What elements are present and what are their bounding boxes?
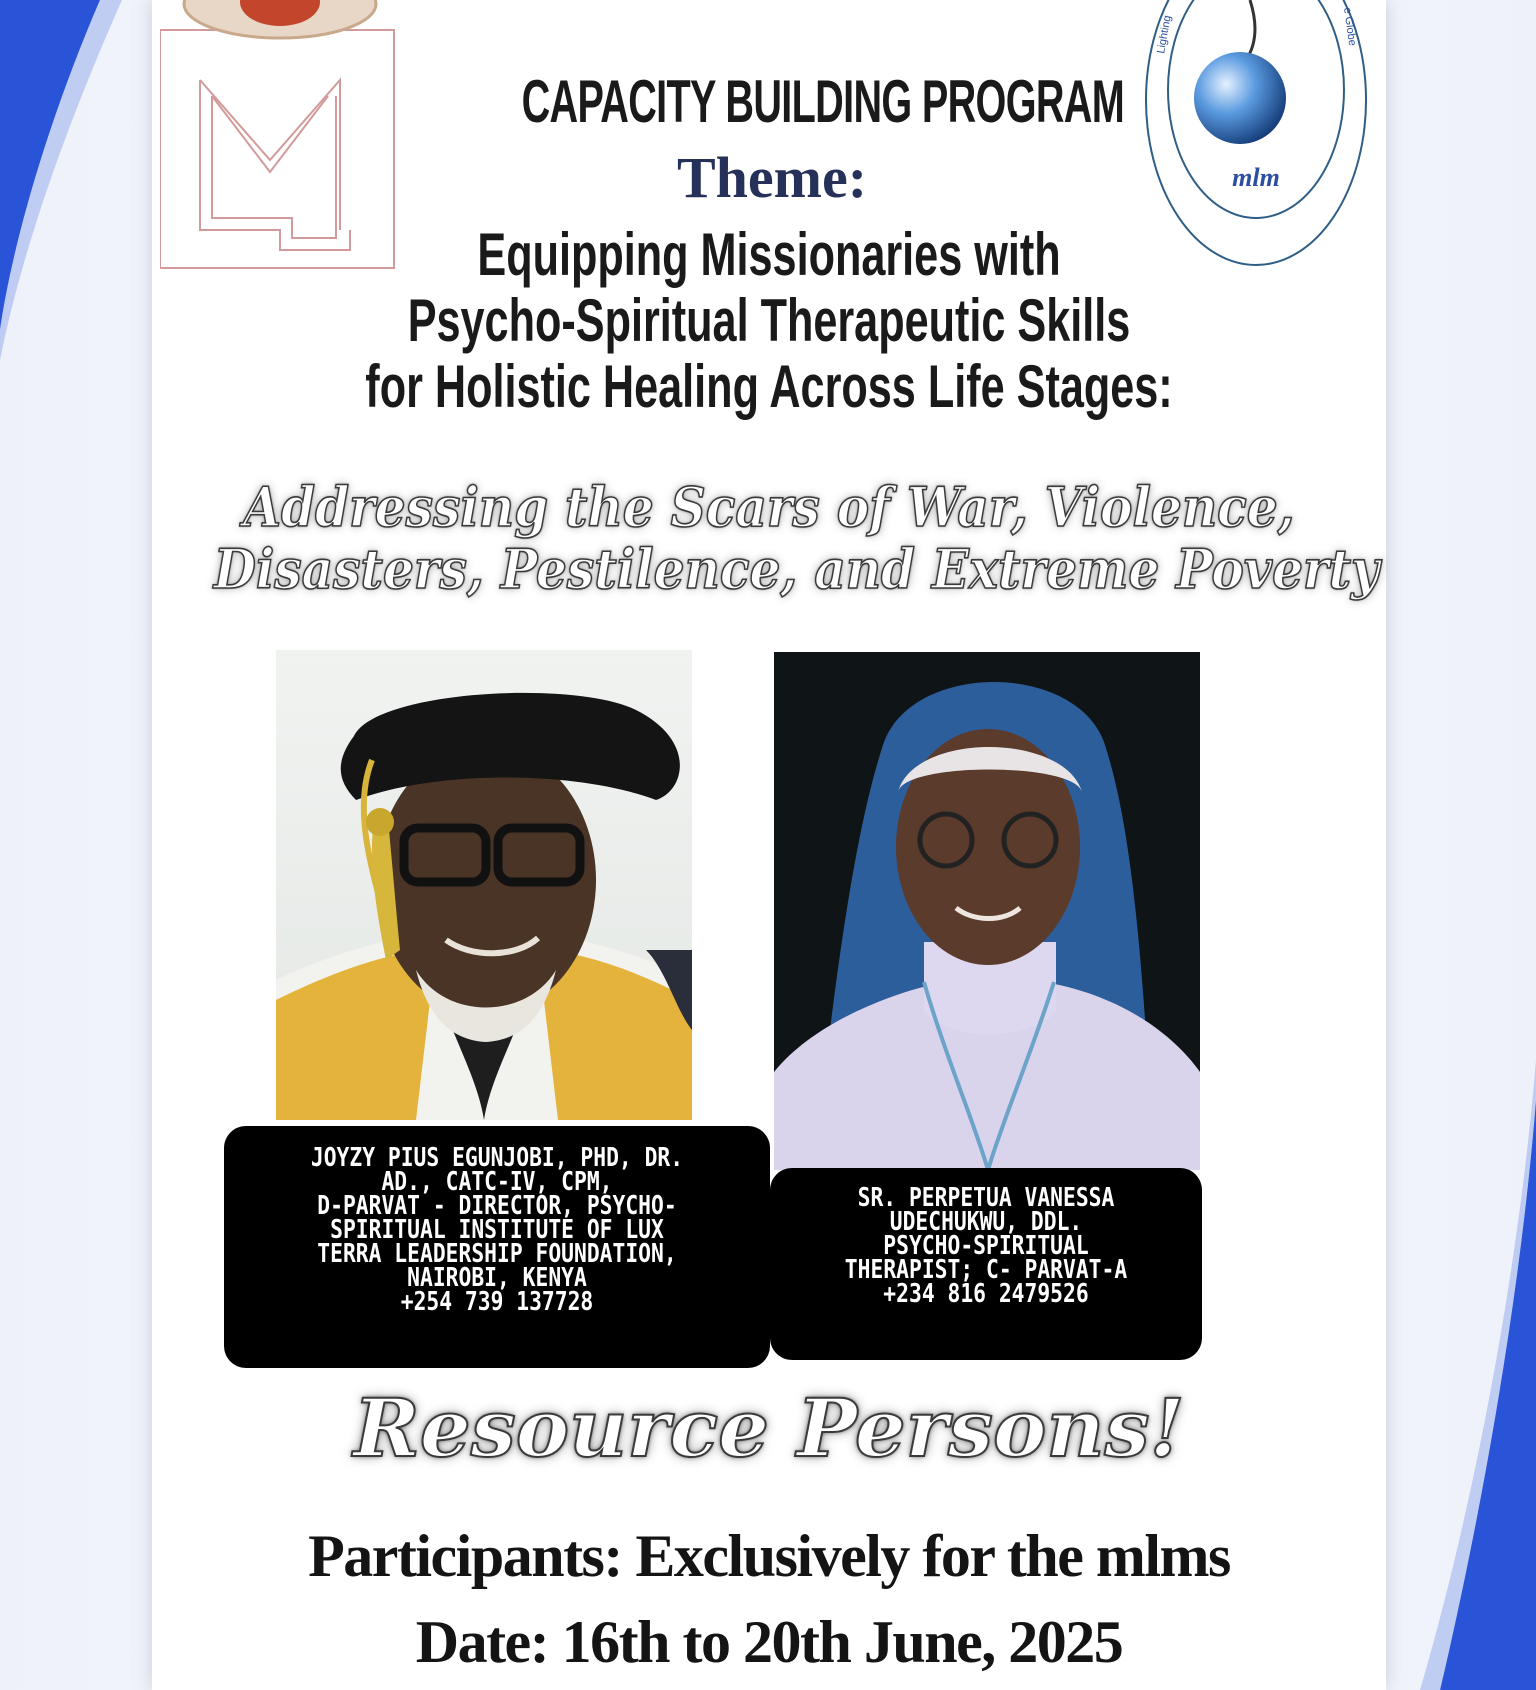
caption-line: JOYZY PIUS EGUNJOBI, PHD, DR. (310, 1143, 684, 1173)
caption-line: +254 739 137728 (400, 1287, 594, 1317)
program-title: CAPACITY BUILDING PROGRAM (521, 68, 1125, 135)
logo-text-mlm: mlm (1232, 163, 1280, 192)
theme-line: Psycho-Spiritual Therapeutic Skills (407, 287, 1131, 354)
subtitle-line: Addressing the Scars of War, Violence, (243, 475, 1295, 539)
speaker-photo-2 (774, 652, 1200, 1170)
speaker-caption-1 (224, 1126, 770, 1368)
caption-line: +234 816 2479526 (883, 1279, 1089, 1309)
participants-text: Participants: Exclusively for the mlms (308, 1523, 1230, 1589)
theme-label: Theme: (676, 145, 868, 210)
caption-line: NAIROBI, KENYA (407, 1263, 587, 1293)
caption-line: SR. PERPETUA VANESSA (857, 1183, 1115, 1213)
event-poster (152, 0, 1386, 1690)
subtitle (152, 476, 1386, 600)
caption-line: AD., CATC-IV, CPM, (381, 1167, 613, 1197)
theme-text (152, 222, 1386, 420)
caption-line: UDECHUKWU, DDL. (889, 1207, 1083, 1237)
caption-line: THERAPIST; C- PARVAT-A (844, 1255, 1128, 1285)
logo-text-left-arc: Lighting (1155, 14, 1174, 55)
resource-persons-heading: Resource Persons! (353, 1381, 1185, 1475)
caption-line: D-PARVAT - DIRECTOR, PSYCHO- (317, 1191, 677, 1221)
event-date: Date: 16th to 20th June, 2025 (415, 1609, 1123, 1675)
caption-line: TERRA LEADERSHIP FOUNDATION, (317, 1239, 677, 1269)
theme-line: Equipping Missionaries with (477, 221, 1061, 288)
logo-text-right-arc: e Globe (1341, 6, 1359, 47)
caption-line: PSYCHO-SPIRITUAL (883, 1231, 1089, 1261)
caption-line: SPIRITUAL INSTITUTE OF LUX (330, 1215, 664, 1245)
theme-line: for Holistic Healing Across Life Stages: (365, 353, 1173, 420)
subtitle-line: Disasters, Pestilence, and Extreme Poverty (213, 537, 1380, 601)
speaker-caption-2 (770, 1168, 1202, 1360)
speaker-photo-1 (276, 650, 692, 1120)
